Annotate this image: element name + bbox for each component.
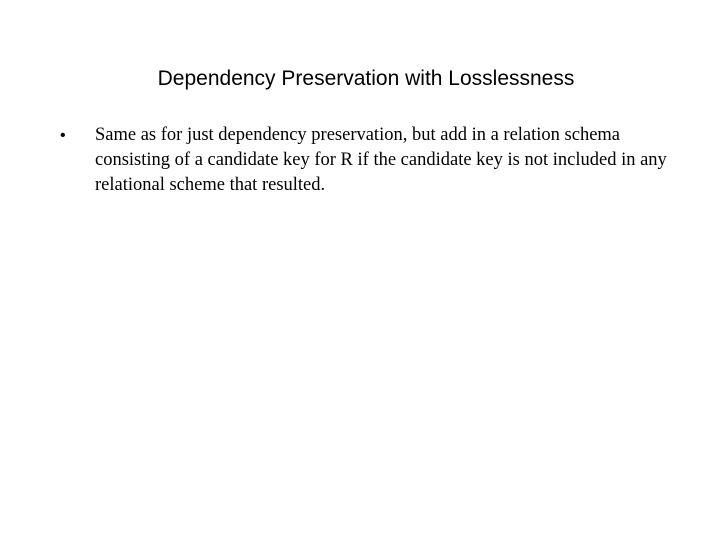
- bullet-icon: •: [60, 127, 66, 144]
- bullet-list: [60, 123, 680, 198]
- bullet-item: [60, 123, 680, 198]
- bullet-text: Same as for just dependency preservation, but add in a relation schema consisting of a candidate key for R if the candidate key is not included in any relational scheme that resulted.: [95, 125, 667, 195]
- slide-title: Dependency Preservation with Losslessness: [157, 67, 575, 90]
